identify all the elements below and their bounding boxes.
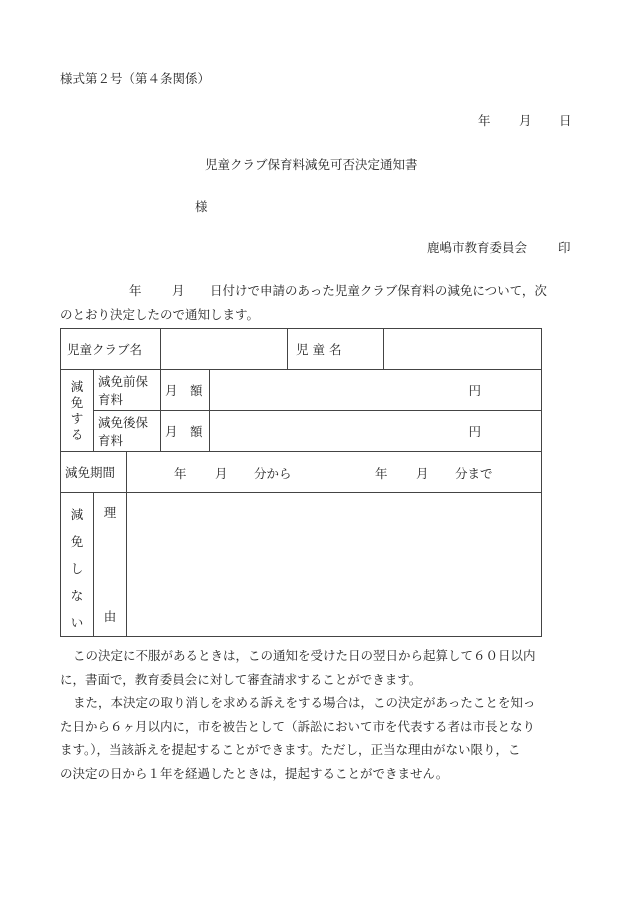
not-reduce-char: な [70,588,84,603]
not-reduce-char: 免 [70,534,84,549]
appeal-line: に，書面で，教育委員会に対して審査請求することができます。 [60,671,422,687]
reduce-char: す [70,410,84,426]
period-year-1: 年 [174,466,187,481]
appeal-notice [60,644,544,785]
club-name-label: 児童クラブ名 [61,329,161,370]
before-fee-value: 円 [210,370,542,411]
decision-table [60,328,542,637]
appeal-line: この決定に不服があるときは，この通知を受けた日の翌日から起算して６０日以内 [73,648,536,663]
lawsuit-line: た日から６ヶ月以内に，市を被告として（訴訟において市を代表する者は市長となり [60,718,536,734]
reason-char: 由 [103,609,117,624]
reduce-header [61,370,94,452]
reason-value [127,493,542,637]
period-month-2: 月 [416,466,429,481]
intro-month-label: 月 [172,283,185,298]
seal-mark: 印 [558,240,571,255]
child-name-label: 児 童 名 [288,329,384,370]
period-from: 分から [254,466,292,481]
after-monthly-label: 月 額 [161,411,210,452]
period-to: 分まで [455,466,493,481]
date-year-label: 年 [478,113,491,128]
intro-line-2: のとおり決定したので通知します。 [60,307,260,322]
lawsuit-line: の決定の日から１年を経過したときは，提起することができません。 [60,765,449,781]
period-label: 減免期間 [61,452,127,493]
club-name-value [161,329,288,370]
before-monthly-label: 月 額 [161,370,210,411]
intro-year-label: 年 [129,283,142,298]
period-month-1: 月 [215,466,228,481]
not-reduce-header [61,493,94,637]
reduce-char: 免 [70,394,84,410]
lawsuit-line: ます。），当該訴えを提起することができます。ただし，正当な理由がない限り，こ [60,742,521,757]
period-value [127,452,542,493]
not-reduce-char: し [70,561,84,576]
after-fee-label: 減免後保育料 [94,411,161,452]
recipient-suffix: 様 [195,199,208,214]
before-fee-label: 減免前保育料 [94,370,161,411]
document-title: 児童クラブ保育料減免可否決定通知書 [205,157,418,172]
not-reduce-char: 減 [70,507,84,522]
intro-line-1: 日付けで申請のあった児童クラブ保育料の減免について，次 [210,283,547,298]
issuer-name: 鹿嶋市教育委員会 [427,240,528,255]
reduce-char: 減 [70,378,84,394]
reduce-char: る [70,426,84,442]
not-reduce-char: い [70,615,84,630]
form-number: 様式第２号（第４条関係） [60,71,211,86]
reason-char: 理 [103,505,117,520]
reason-header [94,493,127,637]
date-day-label: 日 [559,113,572,128]
child-name-value [384,329,542,370]
period-year-2: 年 [375,466,388,481]
lawsuit-line: また，本決定の取り消しを求める訴えをする場合は，この決定があったことを知っ [73,695,536,710]
date-month-label: 月 [519,113,532,128]
after-fee-value: 円 [210,411,542,452]
